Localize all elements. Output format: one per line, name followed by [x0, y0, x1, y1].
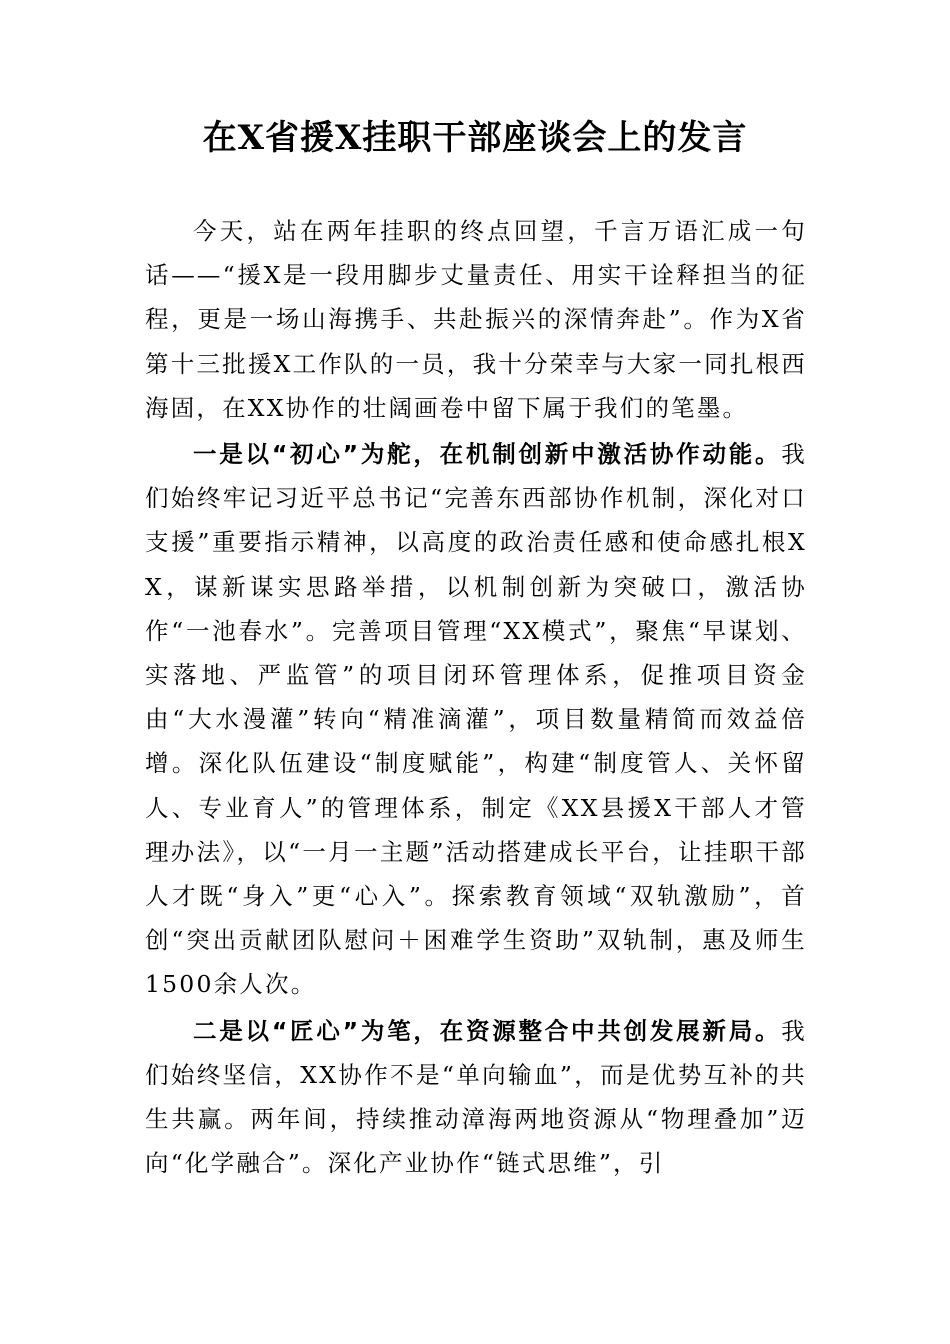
paragraph-intro — [145, 209, 807, 430]
paragraph-text: 今天，站在两年挂职的终点回望，千言万语汇成一句话——“援X是一段用脚步丈量责任、用实干诠释担当的征程，更是一场山海携手、共赴振兴的深情奔赴”。作为X省第十三批援X工作队的一员，我十分荣幸与大家一同扎根西海固，在XX协作的壮阔画卷中留下属于我们的笔墨。 — [145, 217, 807, 422]
document-body — [145, 209, 807, 1185]
page-title: 在X省援X挂职干部座谈会上的发言 — [202, 118, 748, 158]
section-heading: 一是以“初心”为舵，在机制创新中激活协作动能。 — [193, 440, 782, 469]
paragraph-section-one — [145, 432, 807, 1007]
section-heading: 二是以“匠心”为笔，在资源整合中共创发展新局。 — [193, 1016, 782, 1045]
paragraph-section-two — [145, 1009, 807, 1186]
paragraph-text: 我们始终牢记习近平总书记“完善东西部协作机制，深化对口支援”重要指示精神，以高度的政治责任感和使命感扎根XX，谋新谋实思路举措，以机制创新为突破口，激活协作“一池春水”。完善项目管理“XX模式”，聚焦“早谋划、实落地、严监管”的项目闭环管理体系，促推项目资金由“大水漫灌”转向“精准滴灌”，项目数量精简而效益倍增。深化队伍建设“制度赋能”，构建“制度管人、关怀留人、专业育人”的管理体系，制定《XX县援X干部人才管理办法》，以“一月一主题”活动搭建成长平台，让挂职干部人才既“身入”更“心入”。探索教育领域“双轨激励”，首创“突出贡献团队慰问＋困难学生资助”双轨制，惠及师生1500余人次。 — [145, 440, 807, 999]
paragraph-text: 我们始终坚信，XX协作不是“单向输血”，而是优势互补的共生共赢。两年间，持续推动漳海两地资源从“物理叠加”迈向“化学融合”。深化产业协作“链式思维”，引 — [145, 1016, 807, 1178]
